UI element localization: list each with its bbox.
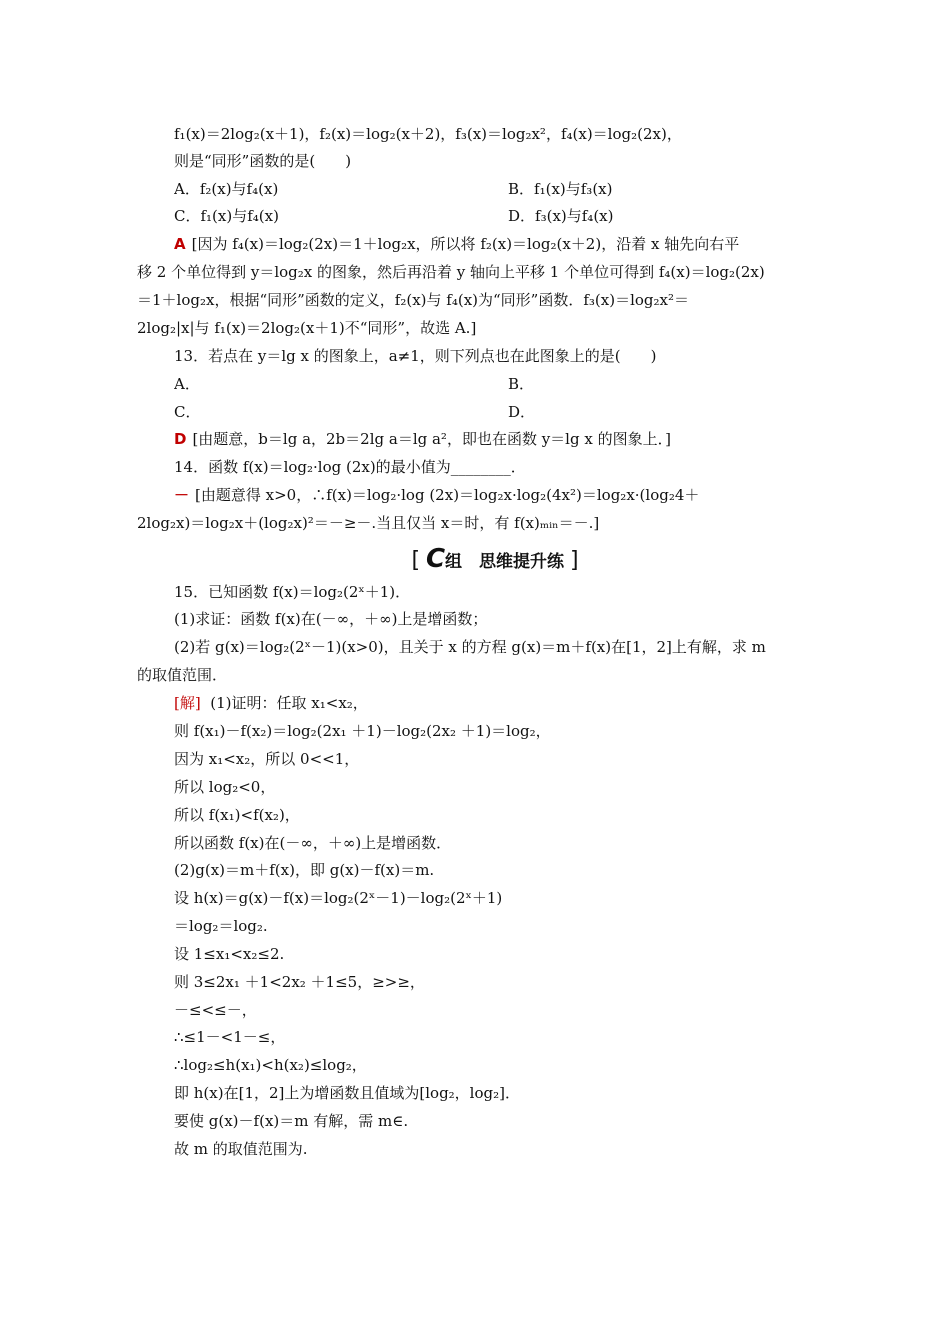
q13-option-d: D．: [508, 403, 536, 421]
solution-step: (2)g(x)＝m＋f(x)，即 g(x)－f(x)＝m.: [174, 861, 435, 879]
q13-option-b: B．: [508, 375, 535, 393]
q13-option-a: A．: [174, 375, 200, 393]
section-bracket-open: [: [411, 548, 421, 573]
q15-part-2-line-1: (2)若 g(x)＝log₂(2ˣ－1)(x>0)，且关于 x 的方程 g(x)＝m＋f(x)在[1，2]上有解，求 m: [174, 638, 766, 656]
q13-stem: 13．若点在 y＝lg x 的图象上，a≠1，则下列点也在此图象上的是( ): [174, 347, 657, 365]
q13-answer-line: [174, 429, 817, 449]
solution-step: 因为 x₁<x₂，所以 0<<1，: [174, 750, 360, 768]
q15-stem: 15．已知函数 f(x)＝log₂(2ˣ＋1)．: [174, 583, 411, 601]
q12-answer-text: [因为 f₄(x)＝log₂(2x)＝1＋log₂x，所以将 f₂(x)＝log₂(x＋2)，沿着 x 轴先向右平: [191, 235, 740, 253]
q14-answer-letter: －: [174, 486, 190, 504]
solution-step: 所以 log₂<0，: [174, 778, 276, 796]
q13-answer-letter: D: [174, 430, 187, 448]
q12-option-c: C．f₁(x)与f₄(x): [174, 207, 279, 225]
q12-answer-letter: A: [174, 235, 186, 253]
solution-step: －≤<≤－，: [174, 1001, 257, 1019]
q14-answer-line-1: [174, 485, 817, 505]
q12-answer-line-3: ＝1＋log₂x，根据“同形”函数的定义，f₂(x)与 f₄(x)为“同形”函数．f₃(x)＝log₂x²＝: [137, 291, 689, 309]
q12-answer-line-4: 2log₂|x|与 f₁(x)＝2log₂(x＋1)不“同形”，故选 A.]: [137, 319, 477, 337]
section-bracket-close: ]: [569, 548, 579, 573]
solution-step: 所以函数 f(x)在(－∞，＋∞)上是增函数．: [174, 834, 452, 852]
solution-step: 则 f(x₁)－f(x₂)＝log₂(2x₁ ＋1)－log₂(2x₂ ＋1)＝log₂，: [174, 722, 551, 740]
solution-step: (1)证明：任取 x₁<x₂，: [210, 694, 368, 712]
section-title: 组 思维提升练: [445, 552, 565, 572]
q12-answer-line-1: [174, 234, 817, 254]
solution-tag: [解]: [174, 694, 201, 712]
q12-question: 则是“同形”函数的是( ): [174, 152, 352, 170]
solution-step: 所以 f(x₁)<f(x₂)，: [174, 806, 300, 824]
q15-part-1: (1)求证：函数 f(x)在(－∞，＋∞)上是增函数；: [174, 610, 488, 628]
q12-option-d: D．f₃(x)与f₄(x): [508, 207, 614, 225]
q12-answer-line-2: 移 2 个单位得到 y＝log₂x 的图象，然后再沿着 y 轴向上平移 1 个单位可得到 f₄(x)＝log₂(2x): [137, 263, 765, 281]
solution-step: 设 h(x)＝g(x)－f(x)＝log₂(2ˣ－1)－log₂(2ˣ＋1): [174, 889, 503, 907]
q14-answer-line-2: 2log₂x)＝log₂x＋(log₂x)²＝－≥－.当且仅当 x＝时，有 f(x)ₘᵢₙ＝－.]: [137, 514, 600, 532]
solution-step: ∴log₂≤h(x₁)<h(x₂)≤log₂，: [174, 1056, 367, 1074]
solution-step: 即 h(x)在[1，2]上为增函数且值域为[log₂，log₂]．: [174, 1084, 520, 1102]
q13-option-c: C．: [174, 403, 201, 421]
solution-step: ＝log₂＝log₂.: [174, 917, 268, 935]
q14-stem: 14．函数 f(x)＝log₂·log (2x)的最小值为________．: [174, 458, 526, 476]
q13-answer-text: [由题意，b＝lg a，2b＝2lg a＝lg a²，即也在函数 y＝lg x 的图象上．]: [192, 430, 671, 448]
q14-answer-text: [由题意得 x>0，∴f(x)＝log₂·log (2x)＝log₂x·log₂(4x²)＝log₂x·(log₂4＋: [195, 486, 700, 504]
q15-part-2-line-2: 的取值范围．: [137, 666, 228, 684]
q12-definitions: f₁(x)＝2log₂(x＋1)，f₂(x)＝log₂(x＋2)，f₃(x)＝log₂x²，f₄(x)＝log₂(2x)，: [174, 125, 682, 143]
solution-conclusion: 故 m 的取值范围为.: [174, 1140, 308, 1158]
solution-step: 设 1≤x₁<x₂≤2.: [174, 945, 285, 963]
q12-option-b: B．f₁(x)与f₃(x): [508, 180, 613, 198]
solution-step: 则 3≤2x₁ ＋1<2x₂ ＋1≤5，≥>≥，: [174, 973, 425, 991]
section-header: [395, 544, 595, 574]
solution-step: ∴≤1－<1－≤，: [174, 1028, 286, 1046]
solution-step: 要使 g(x)－f(x)＝m 有解，需 m∈.: [174, 1112, 409, 1130]
q15-solution-start: [174, 693, 817, 713]
section-letter: C: [425, 544, 446, 574]
q12-option-a: A．f₂(x)与f₄(x): [174, 180, 279, 198]
